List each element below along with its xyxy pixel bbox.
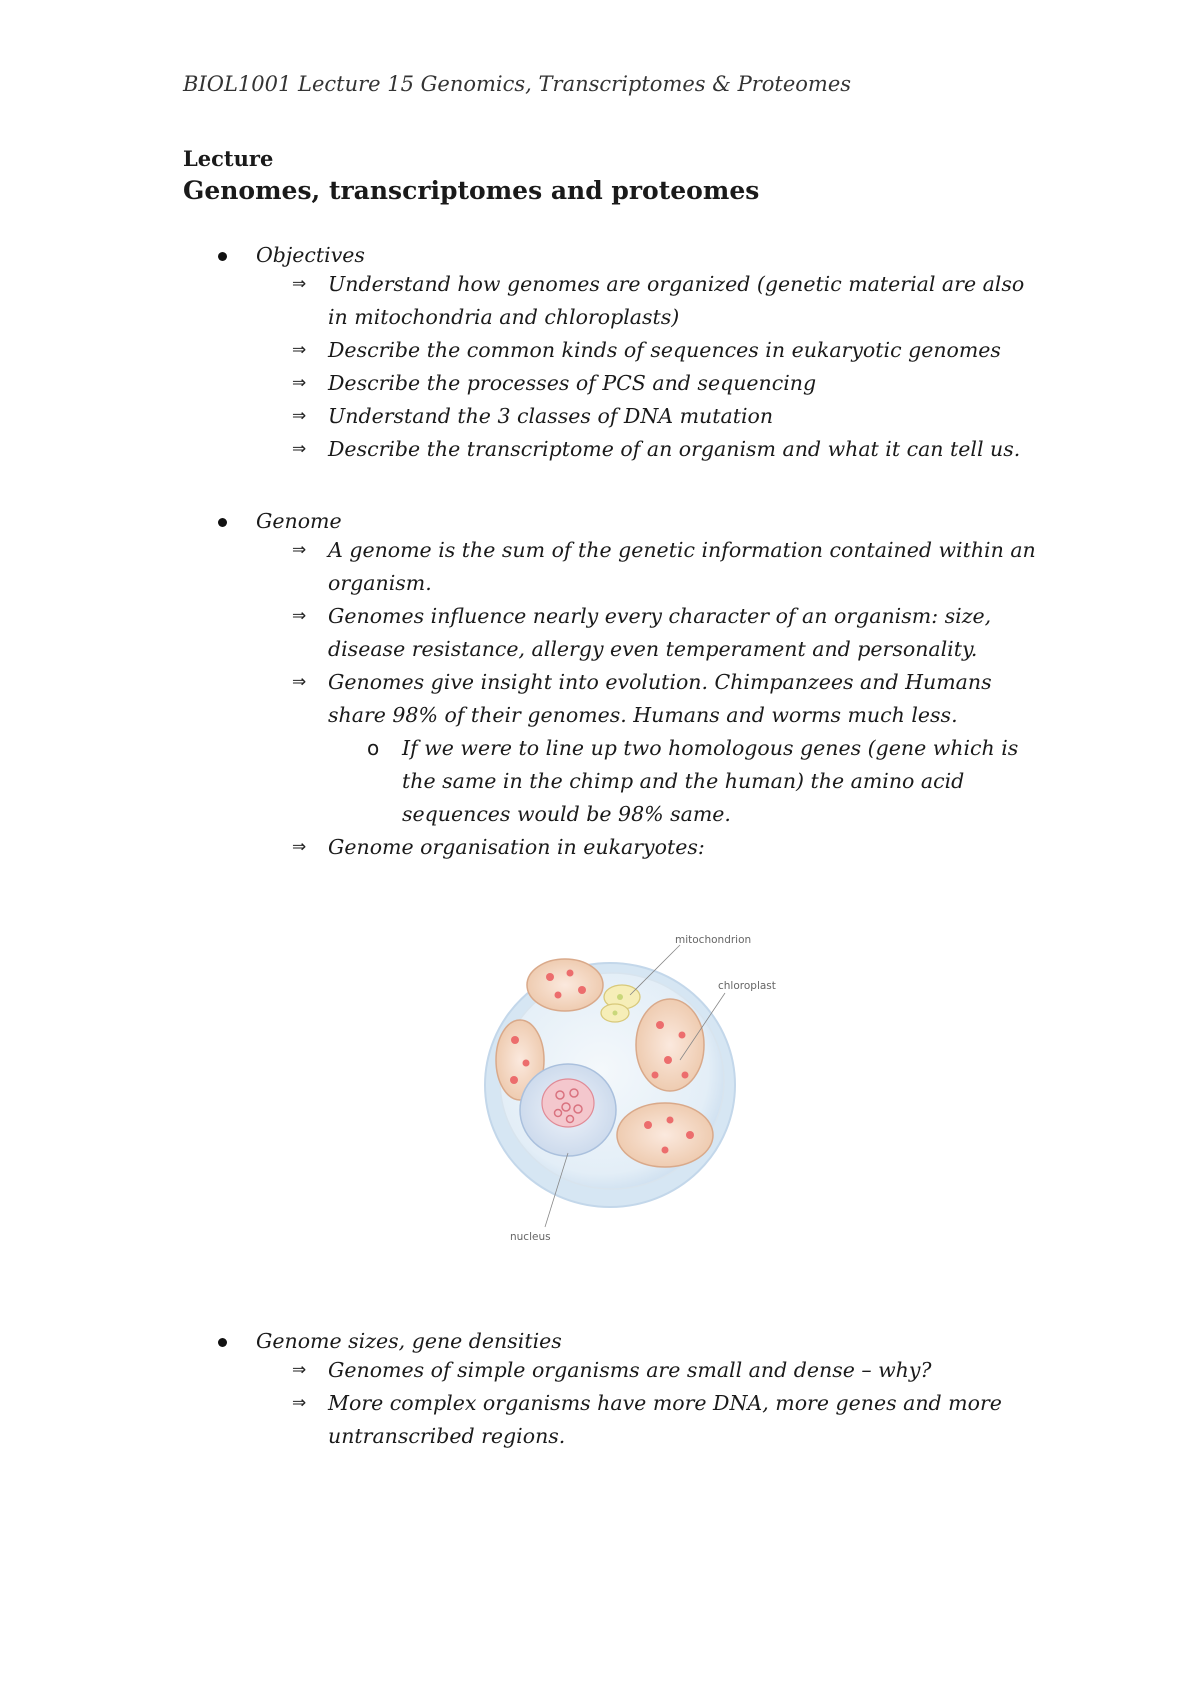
list-item: More complex organisms have more DNA, more genes and more untranscribed regions. — [328, 1391, 1002, 1448]
page-header: BIOL1001 Lecture 15 Genomics, Transcriptomes & Proteomes — [183, 72, 852, 96]
bullet-dot — [218, 252, 227, 261]
nucleus-shape — [520, 1064, 616, 1156]
list-item: Genomes give insight into evolution. Chimpanzees and Humans share 98% of their genomes. Humans and worms much less. — [328, 670, 992, 727]
cell-diagram-figure — [470, 935, 800, 1245]
bullet-dot — [218, 1338, 227, 1347]
lecture-label: Lecture — [183, 146, 274, 171]
arrow-icon: ⇒ — [292, 340, 307, 360]
arrow-icon: ⇒ — [292, 406, 307, 426]
list-item: Genomes influence nearly every character of an organism: size, disease resistance, allergy even temperament and personality. — [328, 604, 992, 661]
arrow-icon: ⇒ — [292, 1360, 307, 1380]
page-title: Genomes, transcriptomes and proteomes — [183, 176, 760, 205]
arrow-icon: ⇒ — [292, 540, 307, 560]
list-item: Describe the transcriptome of an organism and what it can tell us. — [328, 437, 1021, 461]
list-item: Describe the common kinds of sequences in eukaryotic genomes — [328, 338, 1001, 362]
chloroplast-shape — [527, 959, 603, 1011]
chloroplast-shape — [636, 999, 704, 1091]
chloroplast-shape — [617, 1103, 713, 1167]
section-heading: Objectives — [256, 243, 365, 267]
arrow-icon: ⇒ — [292, 274, 307, 294]
list-item: Genomes of simple organisms are small and dense – why? — [328, 1358, 932, 1382]
list-item: Understand the 3 classes of DNA mutation — [328, 404, 774, 428]
label-chloroplast: chloroplast — [718, 980, 776, 992]
arrow-icon: ⇒ — [292, 837, 307, 857]
label-mitochondrion: mitochondrion — [675, 935, 752, 946]
list-item: Describe the processes of PCS and sequencing — [328, 371, 817, 395]
section-heading: Genome — [256, 509, 342, 533]
arrow-icon: ⇒ — [292, 373, 307, 393]
arrow-icon: ⇒ — [292, 606, 307, 626]
arrow-icon: ⇒ — [292, 672, 307, 692]
arrow-icon: ⇒ — [292, 1393, 307, 1413]
list-item: A genome is the sum of the genetic information contained within an organism. — [328, 538, 1036, 595]
arrow-icon: ⇒ — [292, 439, 307, 459]
sub-list-item: If we were to line up two homologous genes (gene which is the same in the chimp and the human) the amino acid sequences would be 98% same. — [402, 736, 1019, 826]
label-nucleus: nucleus — [510, 1231, 551, 1243]
circle-bullet-icon: o — [367, 736, 380, 760]
bullet-dot — [218, 518, 227, 527]
list-item: Understand how genomes are organized (genetic material are also in mitochondria and chloroplasts) — [328, 272, 1025, 329]
list-item: Genome organisation in eukaryotes: — [328, 835, 705, 859]
section-heading: Genome sizes, gene densities — [256, 1329, 562, 1353]
